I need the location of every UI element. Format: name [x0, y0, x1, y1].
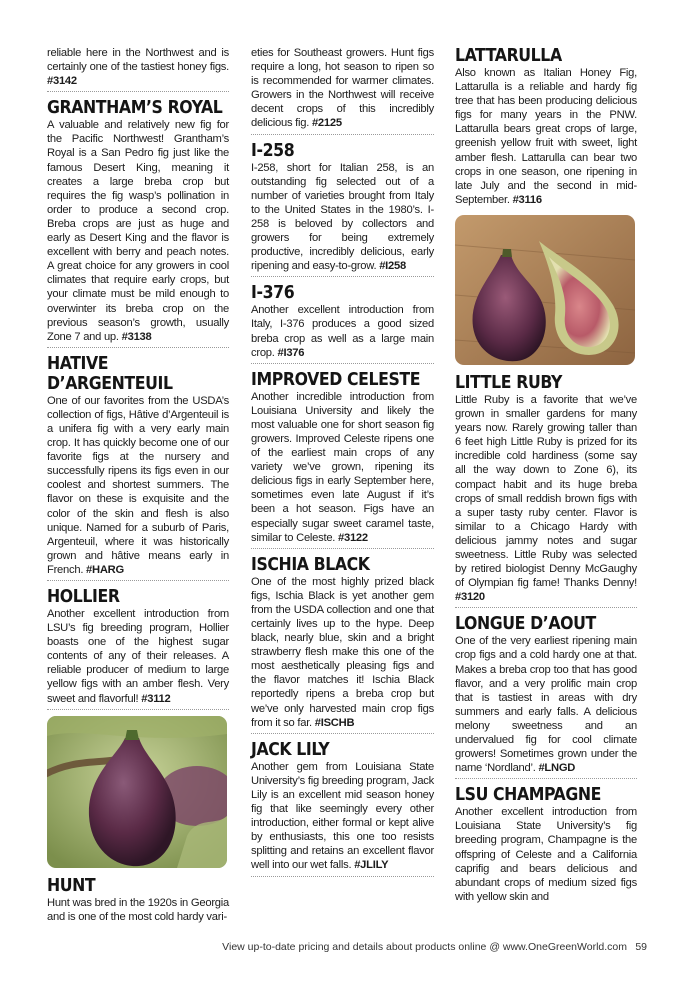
product-code: #JLILY — [354, 859, 389, 872]
divider — [251, 876, 434, 877]
divider — [47, 580, 229, 581]
divider — [455, 607, 637, 608]
divider — [455, 778, 637, 779]
lattarulla-fig-photo — [455, 215, 635, 365]
entry-title-hollier: HOLLIER — [47, 587, 120, 607]
entry-text-jack-lily: Another gem from Louisiana State University’s fig breeding program, Jack Lily is an excellent mid season honey fig that like seemingly every other introduction, either formal or kept alive by enthusiasts, this one too resists splitting and retains an excellent flavor well into our wet falls. #JLILY — [251, 760, 434, 872]
entry-title-longue-daout: LONGUE D’AOUT — [455, 614, 596, 635]
entry-text-longue-daout: One of the very earliest ripening main crop figs and a cold hardy one at that. Makes a breba crop too that has good flavor, and a very prolific main crop that is tastiest in areas with dry summers and early falls. A delicious melony sweetness and an undervalued fig for cool climate growers! Sometimes grown under the name ‘Nordland’. #LNGD — [455, 635, 637, 775]
entry-title-granthams-royal: GRANTHAM’S ROYAL — [47, 98, 223, 119]
fig-on-branch-image — [47, 716, 227, 868]
product-code: #ISCHB — [314, 716, 355, 729]
entry-title-lsu-champagne: LSU CHAMPAGNE — [455, 785, 601, 806]
divider — [47, 709, 229, 710]
product-code: #3116 — [512, 193, 542, 206]
divider — [47, 91, 229, 92]
column-right — [455, 46, 637, 904]
entry-title-i258: I-258 — [251, 140, 295, 161]
entry-text-i258: I-258, short for Italian 258, is an outstanding fig selected out of a number of varieties brought from Italy to the United States in the 1980’s. I-258 is beloved by collectors and growers for being extremely productive, incredibly delicious, early ripening and easy-to-grow. #I258 — [251, 161, 434, 273]
cut-fig-on-wood-image — [455, 215, 635, 365]
entry-text-hative: One of our favorites from the USDA’s collection of figs, Hâtive d’Argenteuil is a unifera fig with a very early main crop. It has quickly become one of our favorite figs at the nursery and successfully ripens its figs even in our coolest and shortest summers. The flavor on these is exquisite and the color of the skin and flesh is also unique. Named for a suburb of Paris, Argenteuil, where it was historically grown and hâtive means early in French. #HARG — [47, 394, 229, 576]
entry-title-ischia-black: ISCHIA BLACK — [251, 554, 370, 575]
entry-text-improved-celeste: Another incredible introduction from Louisiana University and likely the most valuable one for short season fig growers. Improved Celeste ripens one of the earliest main crops of any variety we’ve grown, ripening its delicious figs in early September here, sometimes even late August if it’s been a hot season. Figs have an especially sugar sweet caramel taste, similar to Celeste. #3122 — [251, 390, 434, 544]
entry-title-lattarulla: LATTARULLA — [455, 46, 562, 66]
product-code: #3120 — [455, 591, 485, 604]
product-code: #HARG — [86, 563, 124, 576]
hunt-fig-photo — [47, 716, 227, 868]
column-middle — [251, 46, 434, 883]
product-code: #3112 — [141, 692, 171, 705]
product-code: #3142 — [47, 75, 77, 88]
entry-text-little-ruby: Little Ruby is a favorite that we’ve grown in smaller gardens for many years now. Rarely growing taller than 6 feet high Little Ruby is prized for its incredible cold hardiness (some say all the way down to Zone 6), its compact habit and its huge breba crops of small reddish brown figs with a super tasty ruby center. Flavor is similar to a Chicago Hardy with delicious jammy notes and sugar sweetness. Little Ruby was selected by retired biologist Denny McGaughy of Olympian fig fame! Thanks Denny! #3120 — [455, 393, 637, 604]
intro-paragraph: reliable here in the Northwest and is certainly one of the tastiest honey figs. #3142 — [47, 47, 229, 88]
entry-text-ischia-black: One of the most highly prized black figs, Ischia Black is yet another gem from the USDA collection and one that certainly lives up to the hype. Deep black, nearly blue, skin and a bright strawberry flesh make this one of the most aesthetically pleasing figs and the flavor matches it! Ischia Black reportedly ripens a breba crop but we’ve only harvested main crop figs from it so far. #ISCHB — [251, 575, 434, 729]
entry-title-little-ruby: LITTLE RUBY — [455, 372, 562, 393]
column-left — [47, 46, 229, 924]
divider — [251, 134, 434, 135]
entry-title-improved-celeste: IMPROVED CELESTE — [251, 369, 421, 390]
page-number: 59 — [635, 941, 647, 953]
divider — [251, 548, 434, 549]
product-code: #2125 — [311, 117, 342, 130]
entry-text-granthams-royal: A valuable and relatively new fig for the Pacific Northwest! Grantham’s Royal is a San Pedro fig just like the famous Desert King, meaning it creates a large breba crop but requires the fig wasp’s pollination in order to produce a second crop. Breba crops are just as huge and early as Desert King and the flavor is excellent with berry and peach notes. A great choice for any growers in cool climates that require early crops, but your climate must be mild enough to overwinter its breba crop on the previous season’s growth, usually Zone 7 and up. #3138 — [47, 119, 229, 343]
divider — [251, 733, 434, 734]
product-code: #3122 — [338, 531, 368, 544]
product-code: #3138 — [121, 330, 152, 343]
entry-title-jack-lily: JACK LILY — [251, 739, 330, 760]
footer-website-note: View up-to-date pricing and details about products online @ www.OneGreenWorld.com — [222, 941, 627, 953]
entry-title-i376: I-376 — [251, 283, 295, 304]
entry-text-lattarulla: Also known as Italian Honey Fig, Lattarulla is a reliable and hardy fig tree that has been producing delicious figs for many years in the PNW. Lattarulla bears great crops of large, greenish yellow fruit with sweet, light amber flesh. Lattarulla can bear two crops in one season, one ripening in late July and the second in mid-September. #3116 — [455, 67, 637, 206]
divider — [251, 276, 434, 277]
entry-text-hollier: Another excellent introduction from LSU’s fig breeding program, Hollier boasts one of the highest sugar contents of any of their releases. A reliable producer of medium to large yellow figs with an amber flesh. Very sweet and flavorful! #3112 — [47, 608, 229, 705]
entry-title-hunt: HUNT — [47, 875, 96, 896]
product-code: #I258 — [379, 260, 406, 273]
entry-text-i376: Another excellent introduction from Italy, I-376 produces a good sized breba crop as well as a large main crop. #I376 — [251, 304, 434, 359]
entry-title-hative: HATIVE D’ARGENTEUIL — [47, 353, 173, 394]
product-code: #I376 — [277, 346, 305, 359]
divider — [251, 363, 434, 364]
divider — [47, 347, 229, 348]
entry-text-hunt-continued: eties for Southeast growers. Hunt figs require a long, hot season to ripen so is recommended for warmer climates. Growers in the Northwest will receive decent crops of this incredibly delicious fig. #2125 — [251, 47, 434, 130]
product-code: #LNGD — [538, 762, 576, 775]
entry-text-hunt: Hunt was bred in the 1920s in Georgia and is one of the most cold hardy vari- — [47, 896, 229, 923]
entry-text-lsu-champagne: Another excellent introduction from Louisiana State University’s fig breeding program, Champagne is the offspring of Celeste and a California caprifig and bears delicious and abundant crops of medium sized figs with yellow skin and — [455, 806, 637, 903]
